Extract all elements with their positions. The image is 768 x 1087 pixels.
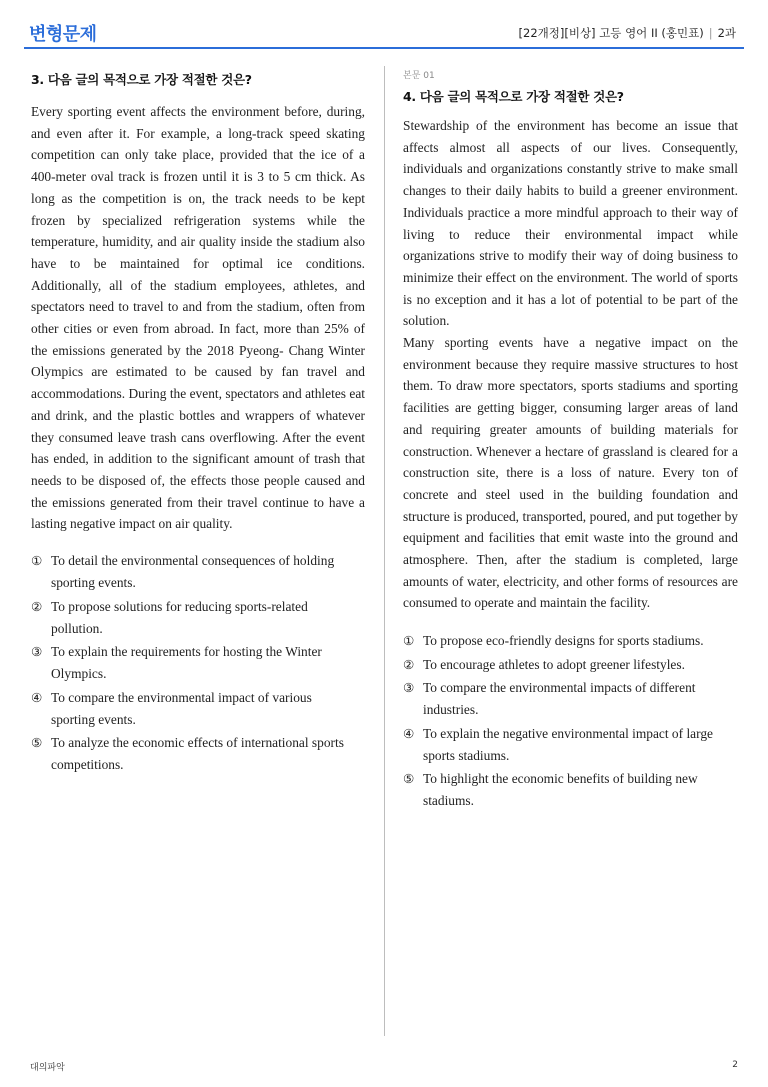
question-4-prompt: 4. 다음 글의 목적으로 가장 적절한 것은? [403, 89, 624, 104]
option-number: ② [31, 598, 43, 614]
option-number: ④ [31, 689, 43, 705]
header-separator: | [708, 26, 713, 40]
option-text: To propose solutions for reducing sports-related pollution. [51, 598, 308, 636]
answer-option-1[interactable] [31, 550, 365, 594]
answer-option-4[interactable] [31, 687, 365, 731]
answer-option-5[interactable] [31, 732, 365, 776]
option-text: To detail the environmental consequences of holding sporting events. [51, 553, 335, 591]
column-divider [384, 66, 385, 1036]
option-text: To analyze the economic effects of international sports competitions. [51, 735, 344, 773]
option-number: ① [403, 633, 415, 649]
passage-paragraph: Every sporting event affects the environment before, during, and even after it. For example, a long-track speed skating competition can only take place, provided that the ice of a 400-meter oval track is frozen until it is 3 to 5 cm thick. As long as the competition is on, the track needs to be kept frozen by specialized refrigeration systems while the temperature, humidity, and air quality inside the stadium also have to be maintained for optimal ice conditions. Additionally, all of the stadium employees, athletes, and spectators need to travel to and from the stadium, often from other cities or even from abroad. In fact, more than 25% of the emissions generated by the 2018 Pyeong- Chang Winter Olympics are estimated to be caused by fan travel and accommodations. During the event, spectators and athletes eat and drink, and the plastic bottles and wrappers of whatever they consumed leave trash cans overflowing. After the event has ended, in addition to the significant amount of trash that needs to be disposed of, the effects those people caused and the emissions generated from their travel continue to have a lasting negative impact on air quality. [31, 104, 365, 532]
option-number: ⑤ [31, 735, 43, 751]
course-name: [22개정][비상] 고등 영어 II (홍민표) [518, 26, 704, 40]
passage-paragraph-1: Stewardship of the environment has become an issue that affects almost all aspects of our lives. Consequently, individuals and organizations constantly strive to make small changes to their daily habits to build a greener environment. Individuals practice a more mindful approach to their way of living to reduce their environmental impact while organizations strive to modify their way of doing business to minimize their effect on the environment. The world of sports is no exception and it has a lot of potential to be part of the solution. [403, 118, 738, 329]
answer-option-1[interactable] [403, 630, 738, 652]
question-4-options [403, 630, 738, 812]
lesson-number: 2과 [717, 26, 736, 40]
option-text: To explain the negative environmental impact of large sports stadiums. [423, 725, 713, 763]
passage-source-tag: 본문 01 [403, 71, 435, 81]
answer-option-2[interactable] [31, 596, 365, 640]
option-text: To propose eco-friendly designs for sports stadiums. [423, 633, 704, 649]
option-text: To explain the requirements for hosting the Winter Olympics. [51, 644, 322, 682]
question-3-prompt: 3. 다음 글의 목적으로 가장 적절한 것은? [31, 72, 252, 87]
worksheet-title: 변형문제 [29, 24, 97, 45]
page-number: 2 [732, 1060, 738, 1070]
footer-category: 대의파악 [30, 1063, 65, 1073]
option-number: ① [31, 553, 43, 569]
option-number: ③ [31, 644, 43, 660]
course-info [519, 25, 736, 41]
answer-option-3[interactable] [403, 677, 738, 721]
passage-paragraph-2: Many sporting events have a negative impact on the environment because they require massive structures to host them. To draw more spectators, sports stadiums and sporting facilities are getting bigger, consuming larger areas of land and requiring greater amounts of building materials for construction. Whenever a hectare of grassland is cleared for a construction site, there is a loss of nature. Every ton of concrete and steel used in the building foundation and structure is produced, transported, poured, and put together by equipment and facilities that emit waste into the ground and atmosphere. Then, after the stadium is completed, large amounts of water, electricity, and other forms of resources are consumed to operate and maintain the facility. [403, 335, 738, 611]
answer-option-2[interactable] [403, 654, 738, 676]
question-3-options [31, 550, 365, 776]
header-rule [24, 47, 744, 49]
page-header [24, 0, 744, 50]
answer-option-3[interactable] [31, 641, 365, 685]
question-4 [403, 66, 738, 814]
option-text: To highlight the economic benefits of building new stadiums. [423, 771, 698, 809]
question-3-passage [31, 101, 365, 535]
answer-option-5[interactable] [403, 768, 738, 812]
option-text: To encourage athletes to adopt greener lifestyles. [423, 656, 685, 672]
answer-option-4[interactable] [403, 723, 738, 767]
option-number: ③ [403, 680, 415, 696]
option-number: ② [403, 656, 415, 672]
option-number: ⑤ [403, 771, 415, 787]
question-3 [31, 66, 365, 778]
option-text: To compare the environmental impacts of different industries. [423, 680, 696, 718]
option-text: To compare the environmental impact of various sporting events. [51, 689, 312, 727]
option-number: ④ [403, 725, 415, 741]
question-4-passage [403, 115, 738, 614]
